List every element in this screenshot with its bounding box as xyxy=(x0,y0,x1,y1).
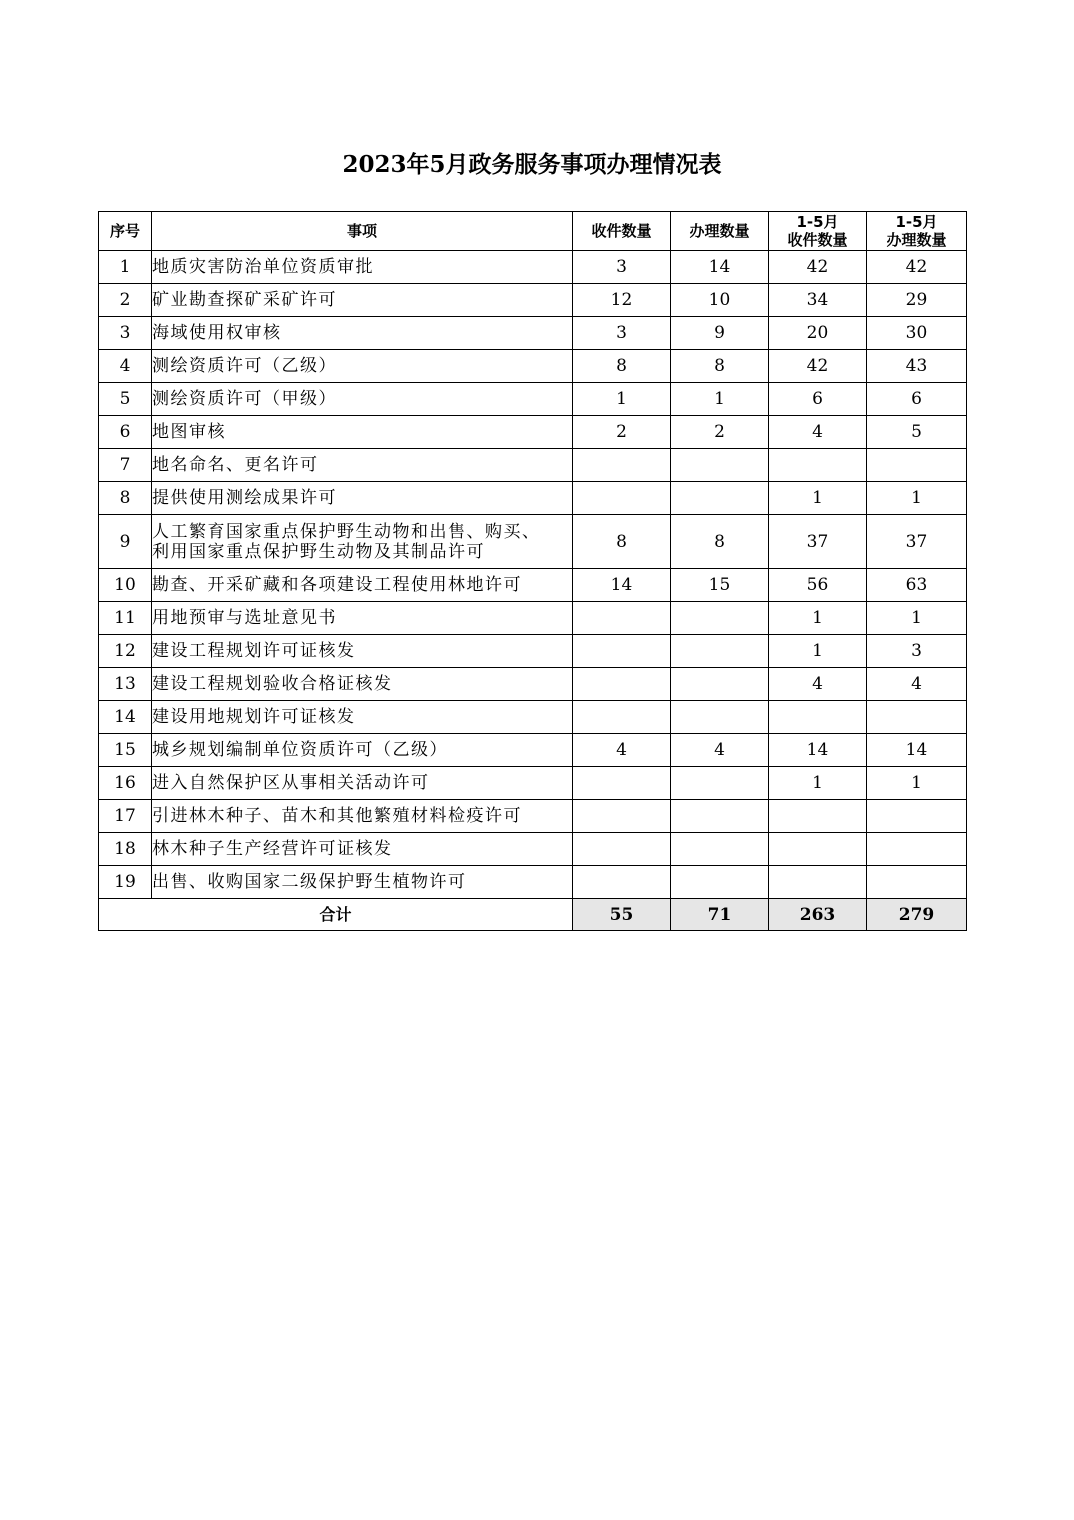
row-handled xyxy=(671,800,769,833)
header-ytd-received xyxy=(769,212,867,251)
row-received: 14 xyxy=(573,569,671,602)
row-no: 5 xyxy=(99,383,152,416)
row-handled xyxy=(671,767,769,800)
row-no: 10 xyxy=(99,569,152,602)
table-body xyxy=(99,251,967,899)
row-handled xyxy=(671,449,769,482)
row-item-line: 人工繁育国家重点保护野生动物和出售、购买、 xyxy=(152,521,541,542)
row-handled xyxy=(671,602,769,635)
row-ytd-handled: 37 xyxy=(867,515,967,569)
row-handled xyxy=(671,635,769,668)
row-item xyxy=(152,833,573,866)
row-handled: 14 xyxy=(671,251,769,284)
row-ytd-handled: 5 xyxy=(867,416,967,449)
row-received: 8 xyxy=(573,515,671,569)
row-ytd-handled: 3 xyxy=(867,635,967,668)
row-item-line: 建设用地规划许可证核发 xyxy=(152,707,356,727)
row-item xyxy=(152,482,573,515)
row-ytd-received: 37 xyxy=(769,515,867,569)
row-item-line: 建设工程规划验收合格证核发 xyxy=(152,674,393,694)
row-received: 12 xyxy=(573,284,671,317)
row-no: 16 xyxy=(99,767,152,800)
row-ytd-handled: 1 xyxy=(867,482,967,515)
row-item-line: 出售、收购国家二级保护野生植物许可 xyxy=(152,872,467,892)
table-row xyxy=(99,383,967,416)
row-ytd-handled: 4 xyxy=(867,668,967,701)
row-received xyxy=(573,833,671,866)
table-row xyxy=(99,701,967,734)
row-item xyxy=(152,800,573,833)
row-item-line: 海域使用权审核 xyxy=(152,323,282,343)
row-ytd-handled: 42 xyxy=(867,251,967,284)
page-title: 2023年5月政务服务事项办理情况表 xyxy=(342,151,722,178)
row-no: 14 xyxy=(99,701,152,734)
row-ytd-handled xyxy=(867,833,967,866)
table-row xyxy=(99,350,967,383)
row-item-line: 利用国家重点保护野生动物及其制品许可 xyxy=(152,541,485,562)
header-item: 事项 xyxy=(152,212,573,251)
header-handled: 办理数量 xyxy=(671,212,769,251)
row-ytd-received xyxy=(769,833,867,866)
table-row xyxy=(99,635,967,668)
table-row xyxy=(99,734,967,767)
row-handled: 15 xyxy=(671,569,769,602)
row-ytd-received: 14 xyxy=(769,734,867,767)
row-item-line: 测绘资质许可（甲级） xyxy=(152,389,337,409)
table-row xyxy=(99,767,967,800)
header-no: 序号 xyxy=(99,212,152,251)
row-item-line: 城乡规划编制单位资质许可（乙级） xyxy=(152,740,448,760)
row-no: 6 xyxy=(99,416,152,449)
row-ytd-handled: 30 xyxy=(867,317,967,350)
row-handled: 4 xyxy=(671,734,769,767)
table-row xyxy=(99,284,967,317)
row-ytd-received xyxy=(769,800,867,833)
row-received: 3 xyxy=(573,317,671,350)
row-handled: 8 xyxy=(671,350,769,383)
row-received xyxy=(573,668,671,701)
row-received xyxy=(573,701,671,734)
row-item-line: 测绘资质许可（乙级） xyxy=(152,356,337,376)
row-received xyxy=(573,449,671,482)
header-ytd-received-line1: 1-5月 xyxy=(796,213,839,231)
row-item-line: 提供使用测绘成果许可 xyxy=(152,488,337,508)
header-received: 收件数量 xyxy=(573,212,671,251)
row-item xyxy=(152,317,573,350)
row-received: 1 xyxy=(573,383,671,416)
row-item xyxy=(152,449,573,482)
row-item xyxy=(152,767,573,800)
row-no: 15 xyxy=(99,734,152,767)
row-ytd-received: 4 xyxy=(769,668,867,701)
total-received: 55 xyxy=(573,899,671,931)
row-item xyxy=(152,251,573,284)
row-item xyxy=(152,515,573,569)
row-received: 3 xyxy=(573,251,671,284)
row-no: 11 xyxy=(99,602,152,635)
row-ytd-handled xyxy=(867,800,967,833)
row-ytd-received: 1 xyxy=(769,635,867,668)
row-ytd-received: 34 xyxy=(769,284,867,317)
row-received: 4 xyxy=(573,734,671,767)
row-item-line: 地名命名、更名许可 xyxy=(152,455,319,475)
row-item-line: 勘查、开采矿藏和各项建设工程使用林地许可 xyxy=(152,575,522,595)
row-ytd-handled: 43 xyxy=(867,350,967,383)
row-item xyxy=(152,668,573,701)
row-received: 8 xyxy=(573,350,671,383)
row-handled: 2 xyxy=(671,416,769,449)
row-no: 7 xyxy=(99,449,152,482)
row-item xyxy=(152,569,573,602)
row-ytd-handled: 29 xyxy=(867,284,967,317)
row-item-line: 地质灾害防治单位资质审批 xyxy=(152,257,374,277)
table-row xyxy=(99,833,967,866)
row-ytd-received xyxy=(769,449,867,482)
table-row xyxy=(99,800,967,833)
header-ytd-received-line2: 收件数量 xyxy=(787,231,848,249)
row-no: 12 xyxy=(99,635,152,668)
row-item xyxy=(152,701,573,734)
row-ytd-received: 1 xyxy=(769,482,867,515)
row-received xyxy=(573,866,671,899)
row-item-line: 地图审核 xyxy=(152,422,226,442)
total-label: 合计 xyxy=(99,899,573,931)
row-item xyxy=(152,383,573,416)
table-row xyxy=(99,515,967,569)
row-ytd-received: 1 xyxy=(769,767,867,800)
row-handled: 10 xyxy=(671,284,769,317)
row-handled xyxy=(671,866,769,899)
row-item xyxy=(152,635,573,668)
row-item-line: 建设工程规划许可证核发 xyxy=(152,641,356,661)
row-ytd-handled: 14 xyxy=(867,734,967,767)
row-ytd-handled xyxy=(867,449,967,482)
row-handled xyxy=(671,701,769,734)
row-ytd-received xyxy=(769,866,867,899)
row-ytd-received: 6 xyxy=(769,383,867,416)
row-ytd-received xyxy=(769,701,867,734)
row-received xyxy=(573,800,671,833)
row-ytd-handled: 63 xyxy=(867,569,967,602)
row-ytd-received: 56 xyxy=(769,569,867,602)
row-handled xyxy=(671,833,769,866)
row-item-line: 引进林木种子、苗木和其他繁殖材料检疫许可 xyxy=(152,806,522,826)
row-handled: 1 xyxy=(671,383,769,416)
row-received xyxy=(573,635,671,668)
row-received xyxy=(573,602,671,635)
row-no: 13 xyxy=(99,668,152,701)
row-no: 19 xyxy=(99,866,152,899)
row-ytd-handled: 1 xyxy=(867,767,967,800)
table-row xyxy=(99,449,967,482)
table-row xyxy=(99,416,967,449)
row-item-line: 进入自然保护区从事相关活动许可 xyxy=(152,773,430,793)
table-header-row xyxy=(99,212,967,251)
row-item xyxy=(152,602,573,635)
row-item xyxy=(152,734,573,767)
row-no: 4 xyxy=(99,350,152,383)
table-row xyxy=(99,251,967,284)
row-ytd-handled xyxy=(867,866,967,899)
row-handled: 9 xyxy=(671,317,769,350)
header-ytd-handled-line1: 1-5月 xyxy=(895,213,938,231)
header-ytd-handled-line2: 办理数量 xyxy=(886,231,947,249)
row-item xyxy=(152,866,573,899)
row-item-line: 用地预审与选址意见书 xyxy=(152,608,337,628)
row-no: 2 xyxy=(99,284,152,317)
row-no: 3 xyxy=(99,317,152,350)
row-item xyxy=(152,350,573,383)
total-row xyxy=(99,899,967,931)
row-ytd-received: 1 xyxy=(769,602,867,635)
row-ytd-received: 20 xyxy=(769,317,867,350)
row-no: 9 xyxy=(99,515,152,569)
table-row xyxy=(99,482,967,515)
table-row xyxy=(99,668,967,701)
row-ytd-received: 42 xyxy=(769,350,867,383)
row-handled: 8 xyxy=(671,515,769,569)
total-ytd-received: 263 xyxy=(769,899,867,931)
table-row xyxy=(99,602,967,635)
table-row xyxy=(99,569,967,602)
row-no: 1 xyxy=(99,251,152,284)
row-ytd-received: 42 xyxy=(769,251,867,284)
row-item xyxy=(152,416,573,449)
header-ytd-handled xyxy=(867,212,967,251)
service-items-table xyxy=(98,211,967,931)
row-ytd-handled: 1 xyxy=(867,602,967,635)
row-ytd-handled: 6 xyxy=(867,383,967,416)
row-item-line: 林木种子生产经营许可证核发 xyxy=(152,839,393,859)
row-handled xyxy=(671,482,769,515)
row-received: 2 xyxy=(573,416,671,449)
row-ytd-handled xyxy=(867,701,967,734)
row-ytd-received: 4 xyxy=(769,416,867,449)
row-no: 17 xyxy=(99,800,152,833)
row-handled xyxy=(671,668,769,701)
row-received xyxy=(573,482,671,515)
row-item xyxy=(152,284,573,317)
row-received xyxy=(573,767,671,800)
row-no: 8 xyxy=(99,482,152,515)
table-row xyxy=(99,317,967,350)
table-row xyxy=(99,866,967,899)
row-no: 18 xyxy=(99,833,152,866)
total-handled: 71 xyxy=(671,899,769,931)
row-item-line: 矿业勘查探矿采矿许可 xyxy=(152,290,337,310)
total-ytd-handled: 279 xyxy=(867,899,967,931)
